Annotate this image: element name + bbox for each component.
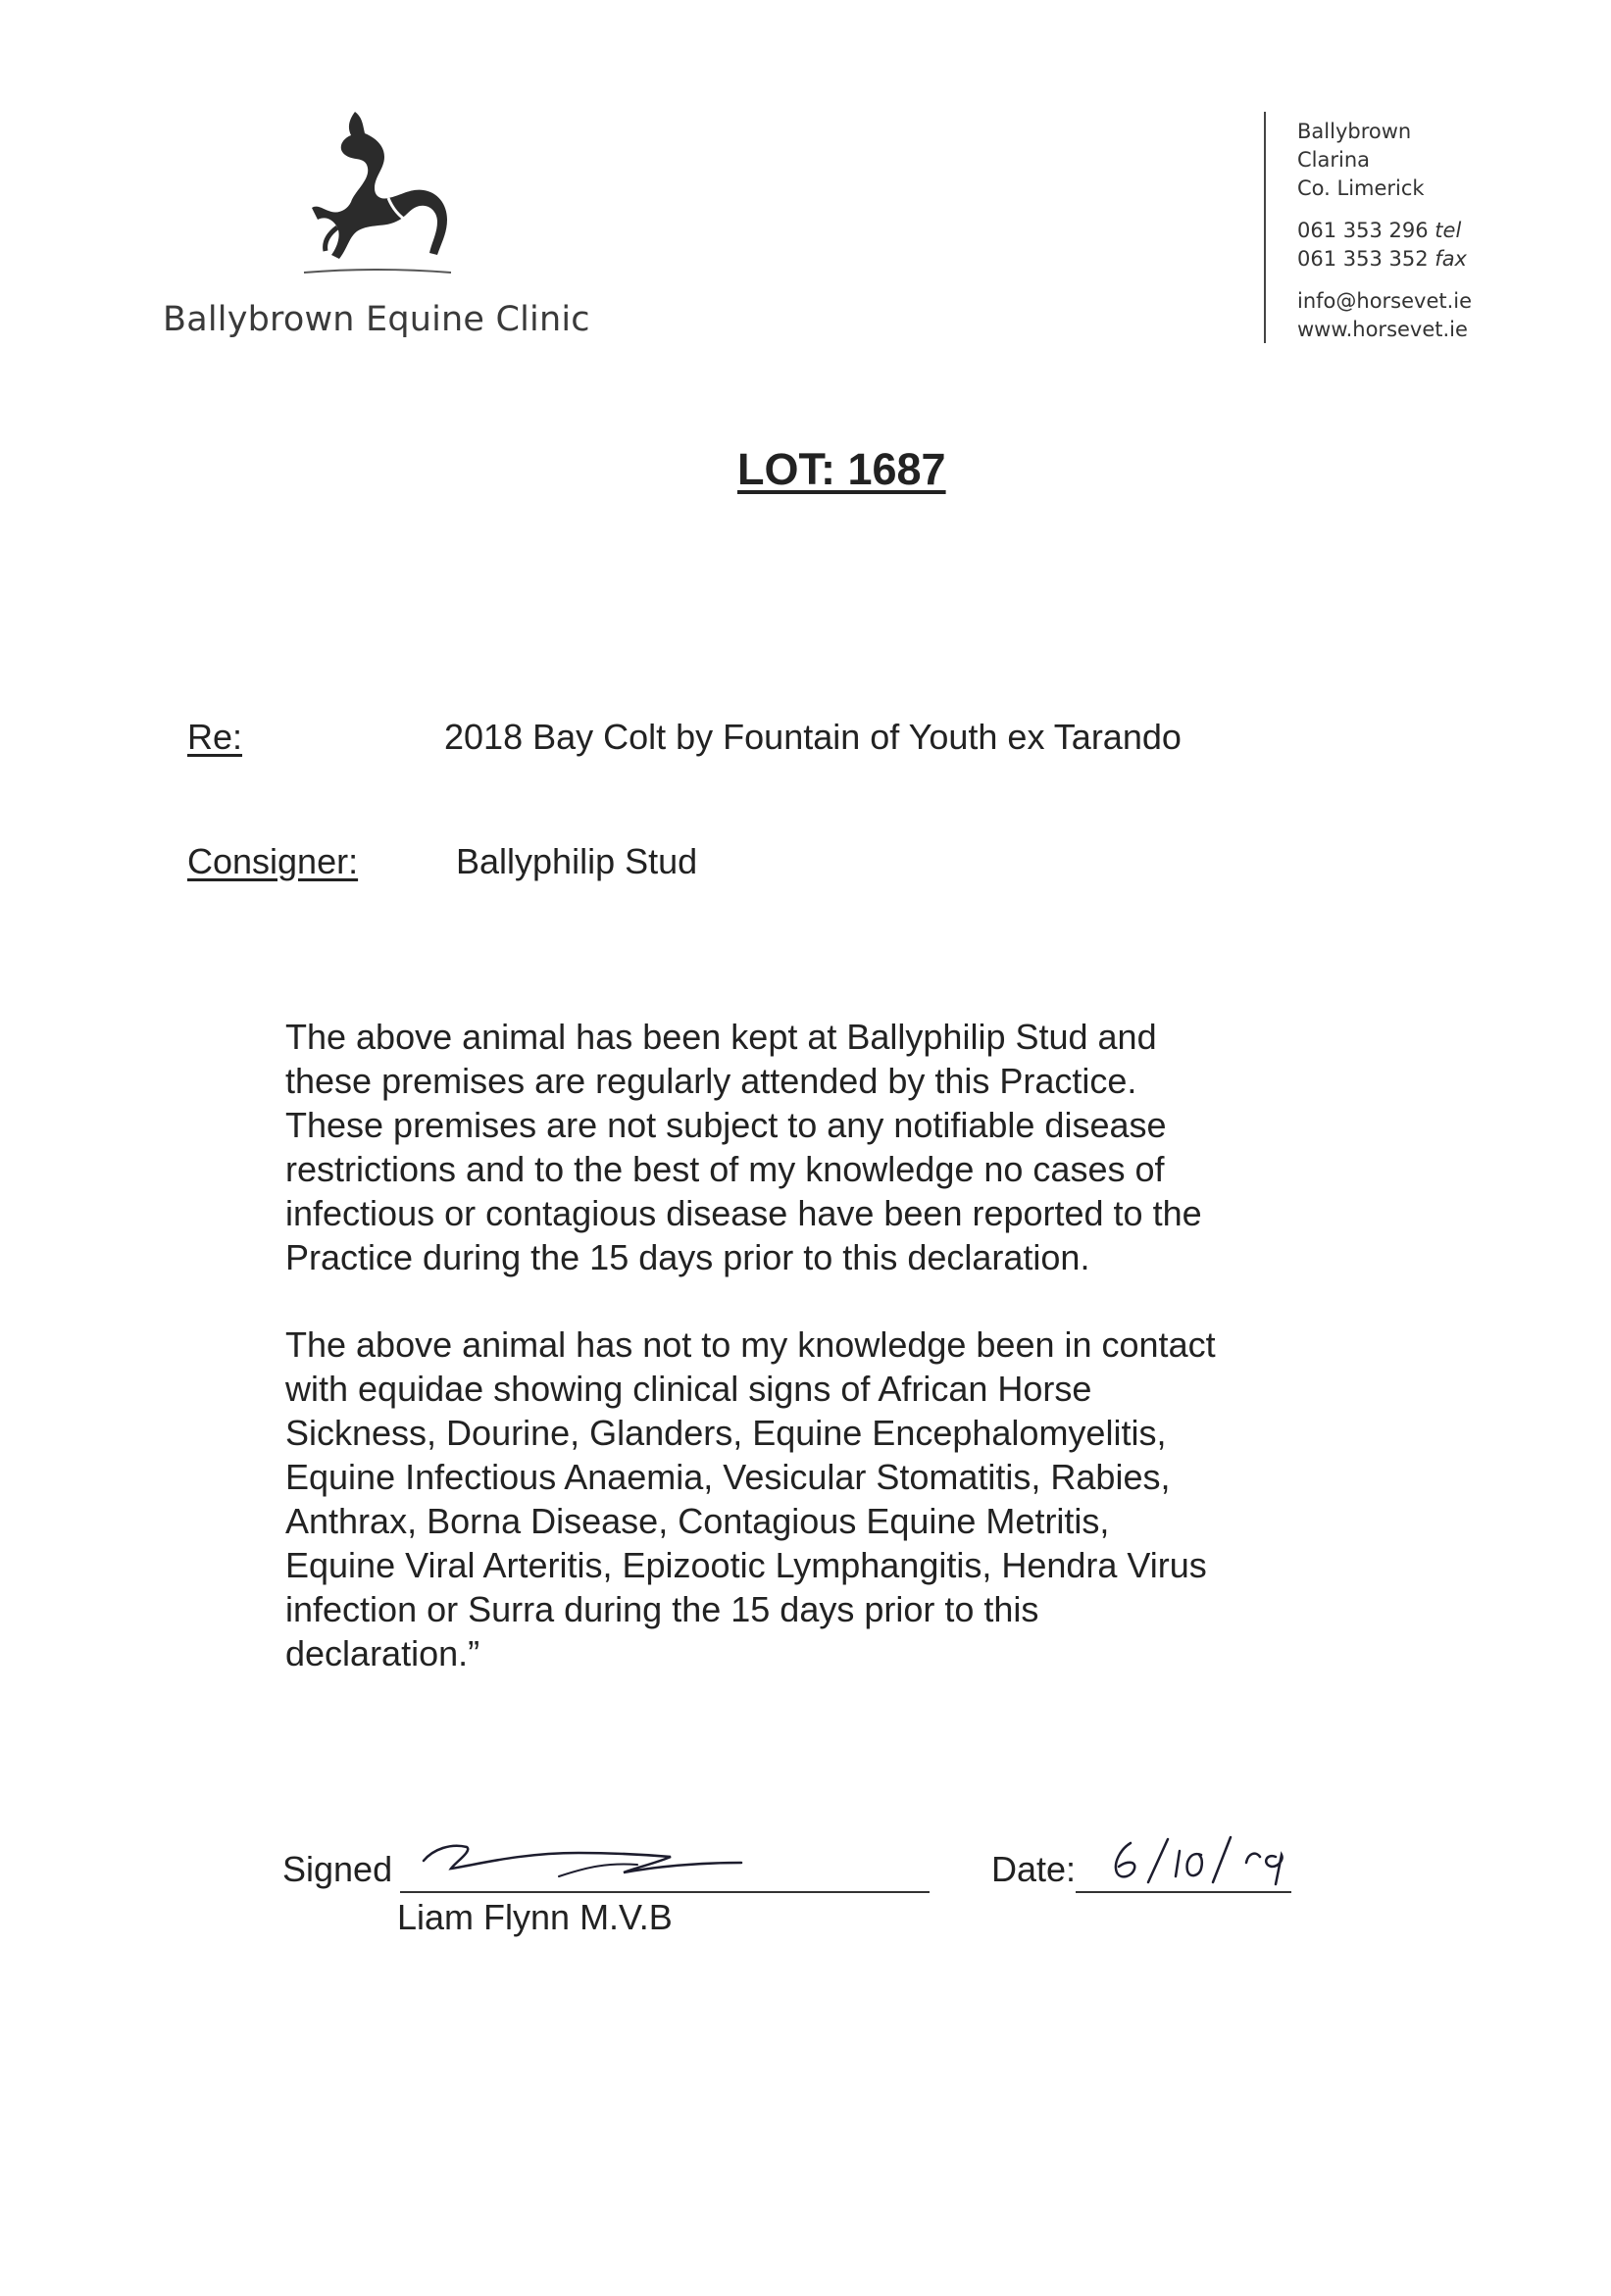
website-address: www.horsevet.ie (1297, 318, 1468, 341)
paragraph-line: infectious or contagious disease have been reported to the (285, 1193, 1202, 1233)
fax-tag: fax (1435, 247, 1467, 271)
header-divider (1264, 112, 1266, 343)
paragraph-line: Equine Viral Arteritis, Epizootic Lymphangitis, Hendra Virus (285, 1545, 1207, 1585)
handwritten-signature (412, 1823, 765, 1892)
phone-line (1297, 217, 1472, 245)
signer-name: Liam Flynn M.V.B (397, 1897, 673, 1937)
paragraph-line: The above animal has been kept at Ballyphilip Stud and (285, 1017, 1157, 1057)
date-line (1076, 1891, 1291, 1893)
contact-block (1297, 118, 1472, 344)
paragraph-line: These premises are not subject to any notifiable disease (285, 1105, 1167, 1145)
signature-line (400, 1891, 930, 1893)
paragraph-line: Anthrax, Borna Disease, Contagious Equine Metritis, (285, 1501, 1110, 1541)
clinic-name: Ballybrown Equine Clinic (163, 300, 590, 339)
address-line-2: Clarina (1297, 148, 1371, 172)
re-label: Re: (187, 717, 243, 757)
paragraph-line: these premises are regularly attended by this Practice. (285, 1061, 1137, 1101)
phone-number: 061 353 296 (1297, 219, 1429, 242)
paragraph-line: Sickness, Dourine, Glanders, Equine Encephalomyelitis, (285, 1413, 1167, 1453)
address-line-3: Co. Limerick (1297, 176, 1425, 200)
fax-line (1297, 245, 1472, 274)
horse-logo-icon (294, 106, 461, 282)
paragraph-line: restrictions and to the best of my knowledge no cases of (285, 1149, 1165, 1189)
declaration-paragraph-1 (285, 1015, 1325, 1279)
fax-number: 061 353 352 (1297, 247, 1429, 271)
paragraph-line: Practice during the 15 days prior to this declaration. (285, 1237, 1090, 1277)
consigner-label: Consigner: (187, 841, 359, 881)
declaration-paragraph-2 (285, 1323, 1325, 1675)
signed-label: Signed (282, 1849, 393, 1889)
paragraph-line: declaration.” (285, 1633, 480, 1673)
re-value: 2018 Bay Colt by Fountain of Youth ex Tarando (444, 717, 1182, 757)
paragraph-line: Equine Infectious Anaemia, Vesicular Stomatitis, Rabies, (285, 1457, 1171, 1497)
paragraph-line: The above animal has not to my knowledge been in contact (285, 1324, 1216, 1365)
consigner-value: Ballyphilip Stud (456, 841, 698, 881)
email-address: info@horsevet.ie (1297, 289, 1473, 313)
date-label: Date: (991, 1849, 1077, 1889)
paragraph-line: infection or Surra during the 15 days prior to this (285, 1589, 1039, 1629)
paragraph-line: with equidae showing clinical signs of African Horse (285, 1369, 1092, 1409)
handwritten-date (1103, 1831, 1319, 1890)
address-line-1: Ballybrown (1297, 120, 1412, 143)
lot-heading: LOT: 1687 (737, 444, 946, 494)
phone-tag: tel (1435, 219, 1462, 242)
